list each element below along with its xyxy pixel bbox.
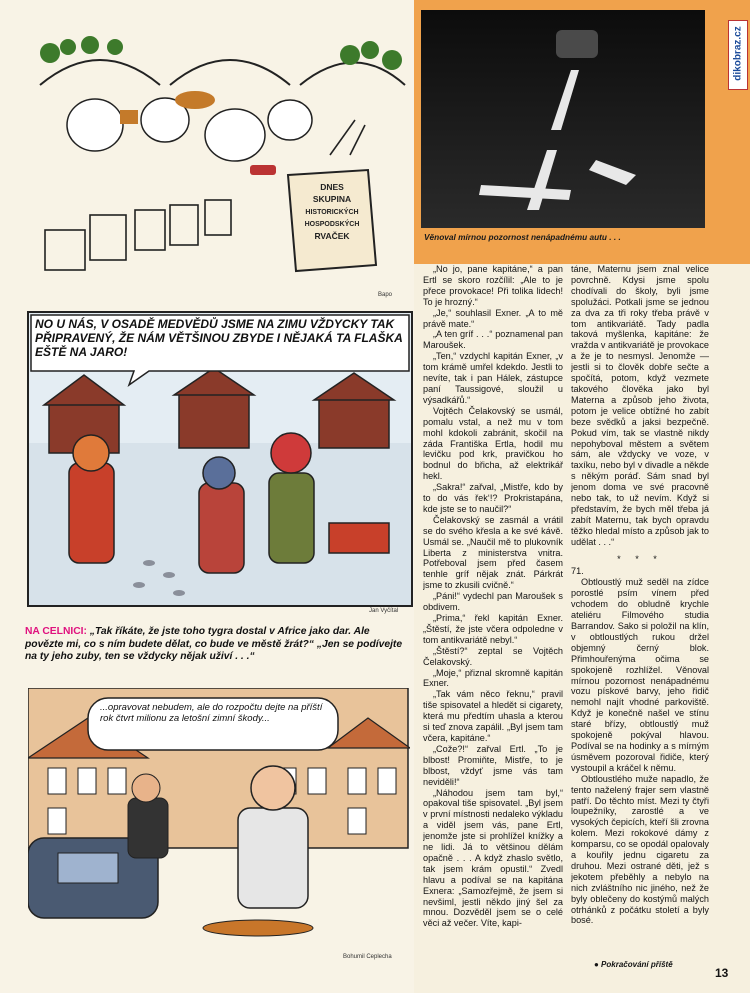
cartoon-bear-settlement (27, 311, 413, 607)
na-celnici-joke (25, 626, 410, 664)
street-speech-bubble: ...opravovat nebudem, ale do rozpočtu dejte na příští rok čtvrt milionu za letošní zimní škody... (100, 702, 323, 724)
sign-line-2: SKUPINA (312, 194, 352, 204)
credit-ceplecha: Bohumil Ceplecha (343, 954, 392, 960)
paragraph: Vojtěch Čelakovský se usmál, pomalu vstal, a než mu v tom mohl kdokoli zabránit, skočil na záda Františka Ertla, hodil mu levičku pod krk, pravičkou ho bodnul do břicha, až elektrikář hekl. (423, 405, 563, 482)
photo-dark-road (421, 10, 705, 228)
cartoon-street-repair (28, 688, 410, 950)
street-repair-drawing (28, 688, 410, 950)
paragraph: táne, Maternu jsem znal velice povrchně. Kdysi jsme spolu chodívali do školy, byli jsme spolužáci. Potkali jsme se jednou za dva za tři roky třeba právě v tom antikvariátě. Tady padla taková myšlenka, kapitáne: že vražda v antikvariátě je provokace a že je to nesmysl. Jenomže — jestli si to člověk dobře sečte a spočítá, potom, když vezmete takového člověka jako byl Materna a způsob jeho života, potom je velice obtížné ho zabít beze svědků a jaksi bezpečně. Pokud vím, tak se vlastně nikdy nepohyboval městem a světem sám, ale vždycky ve voze, v taxíku, nebo byl v divadle a někde s někým poráď. Sám snad byl jenom doma ve své pracovně nebo tak, to už nevím. Když si představím, že bych měl třeba já zabít Maternu, tak bych opravdu těžko hledal místo a způsob jak to udělat . . .“ (571, 264, 709, 547)
paragraph: „Ten,“ vzdychl kapitán Exner, „v tom krámě umřel kdekdo. Jestli to nevíte, tak i pan Hálek, zástupce paní Taussigové, sloužil u výsadkářů.“ (423, 351, 563, 405)
photo-caption: Věnoval mírnou pozornost nenápadnému autu . . . (424, 232, 621, 242)
page-number: 13 (715, 966, 729, 980)
article-column-1 (423, 264, 563, 984)
paragraph: „Páni!“ vydechl pan Maroušek s obdivem. (423, 591, 563, 613)
paragraph: „Sakra!“ zařval, „Mistře, kdo by to do vás řek‘!? Prokristapána, kde jste se to naučil?“ (423, 482, 563, 514)
paragraph: Čelakovský se zasmál a vrátil se do svého křesla a ke své kávě. Usmál se. „Naučil mě to plukovník Liberta z ministerstva vnitra. Potřeboval jsem před časem tenhle gríf nějak znát. Párkrát jsme to zkusili cvičně.“ (423, 514, 563, 591)
credit-vycital: Jan Vyčítal (369, 608, 399, 614)
bear-speech-bubble: NO U NÁS, V OSADĚ MEDVĚDŮ JSME NA ZIMU VŽDYCKY TAK PŘIPRAVENÝ, ŽE NÁM VĚTŠINOU ZBYDE I NĚJAKÁ TA FLAŠKA EŠTĚ NA JARO! (35, 317, 403, 359)
credit-bapo: Bapo (378, 292, 393, 298)
sign-line-4: HOSPODSKÝCH (304, 221, 360, 228)
paragraph: Obtloustlého muže napadlo, že tento naželený frajer sem vlastně patří. Do těchto míst. Mezi ty čtyři loupežníky, zarostlé a ve vysokých čepicích, kteří šli zrovna kolem. Mezi rokokové dámy z komparsu, co se opodál opalovaly a kouřily jednu cigaretu za druhou. Mezi ostrané děti, jež s jekotem přeběhly a nebylo na nich zvláštního nic jiného, než že byly oblečeny do kostýmů malých otrhánků z počátku století a byly bosé. (571, 773, 709, 926)
watermark-text: dikobraz.cz (732, 26, 744, 81)
sign-line-5: RVAČEK (314, 231, 350, 241)
paragraph: „Je,“ souhlasil Exner. „A to mě právě mate.“ (423, 307, 563, 329)
sign-line-3: HISTORICKÝCH (305, 209, 359, 216)
watermark (728, 20, 748, 90)
paragraph: „Náhodou jsem tam byl,“ opakoval tiše spisovatel. „Byl jsem v první místnosti nedaleko výkladu a viděl jsem vás, pane Ertl, jenomže jste si prohlížel knížky a ne lidi. Já to většinou dělám opačně . . . A když zhaslo světlo, tak jsem krám opustil.“ Zvedl hlavu a podíval se na kapitána Exnera: „Samozřejmě, že jsem si nevšiml, jestli někdo jiný šel za mnou. Dozvěděl jsem se o celé věci až večer. Víte, kapi- (423, 787, 563, 929)
paragraph: „Štěstí?“ zeptal se Vojtěch Čelakovský. (423, 645, 563, 667)
continuation-note: ● Pokračování příště (594, 960, 673, 969)
paragraph: Obtloustlý muž seděl na zídce porostlé psím vínem před vchodem do obludně krychle ateliéru Filmového studia Barrandov. Sako si položil na klín, v obtloustlých rukou držel objemný černý blok. Přimhouřenýma očima se spokojeně rozhlížel. Věnoval mírnou pozornost nenápadnému vozu pískové barvy, jeho řidič nemohl najít vhodné parkoviště. Když je konečně našel ve stínu staré břízy, obtloustlý muž spokojeně pokýval hlavou. Podíval se na hodinky a s mírným úsměvem pozoroval řidiče, který vystoupil a kráčel k němu. (571, 577, 709, 773)
road-photo (421, 10, 705, 228)
joke-lead: NA CELNICI: (25, 626, 87, 637)
paragraph: „Tak vám něco řeknu,“ pravil tiše spisovatel a hledět si cigarety, která mu předtím uhasla a kterou si teď znova zapálil. „Byl jsem tam včera, kapitáne.“ (423, 689, 563, 743)
paragraph: „A ten gríf . . .“ poznamenal pan Maroušek. (423, 329, 563, 351)
article-column-2 (571, 264, 709, 964)
paragraph: „Moje,“ přiznal skromně kapitán Exner. (423, 667, 563, 689)
paragraph: „Cože?!“ zařval Ertl. „To je blbost! Promiňte, Mistře, to je blbost, vždyť jsme vás tam neviděli!“ (423, 743, 563, 787)
paragraph: „Prima,“ řekl kapitán Exner. „Štěstí, že jste včera odpoledne v tom antikvariátě nebyl.“ (423, 613, 563, 645)
cartoon-tavern-brawl (20, 25, 410, 290)
joke-text: „Tak říkáte, že jste toho tygra dostal v Africe jako dar. Ale povězte mi, co s ním budete dělat, co bude ve městě žrát?“ „Jen se podívejte na ty jeho zuby, ten se vždycky nějak uživí . . .“ (25, 626, 403, 662)
sign-line-1: DNES (320, 182, 344, 192)
paragraph: „No jo, pane kapitáne,“ a pan Ertl se skoro rozčílil: „Ale to je přece provokace! Při tolika lidech! To je hrozný.“ (423, 264, 563, 307)
tavern-brawl-drawing (20, 25, 410, 290)
bear-settlement-drawing (29, 313, 411, 605)
section-stars: * * * (617, 553, 663, 564)
chapter-number: 71. (571, 566, 584, 577)
